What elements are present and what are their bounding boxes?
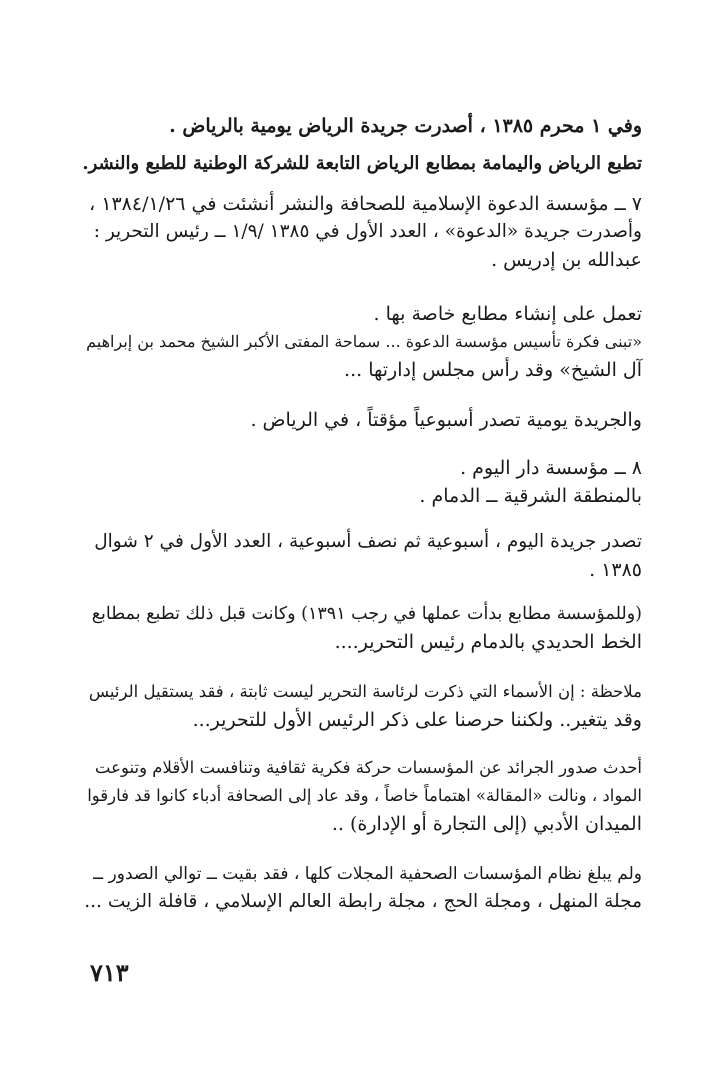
text-line: ١٣٨٥ . — [589, 559, 642, 581]
paragraph-alyoum-press — [82, 600, 642, 656]
text-line: ٧ ــ مؤسسة الدعوة الإسلامية للصحافة والنشر أنشئت في ١٣٨٤/١/٢٦ ، — [89, 193, 642, 215]
page-number: ٧١٣ — [90, 958, 129, 987]
text-line: والجريدة يومية تصدر أسبوعياً مؤقتاً ، في الرياض . — [250, 409, 642, 431]
paragraph-intellectual-movement — [82, 754, 642, 838]
text-line: الخط الحديدي بالدمام رئيس التحرير.... — [334, 631, 642, 653]
text-line: آل الشيخ» وقد رأس مجلس إدارتها ... — [344, 359, 642, 381]
text-line: تطبع الرياض واليمامة بمطابع الرياض التابعة للشركة الوطنية للطبع والنشر. — [82, 153, 642, 174]
paragraph-dawa-printing — [82, 300, 642, 384]
paragraph-alyoum-issue — [82, 528, 642, 584]
paragraph-dawa-weekly — [82, 406, 642, 434]
paragraph-dawa-foundation — [82, 190, 642, 274]
text-line: (وللمؤسسة مطابع بدأت عملها في رجب ١٣٩١) وكانت قبل ذلك تطبع بمطابع — [91, 604, 642, 624]
text-line: بالمنطقة الشرقية ــ الدمام . — [419, 485, 642, 507]
text-line: ملاحظة : إن الأسماء التي ذكرت لرئاسة التحرير ليست ثابتة ، فقد يستقيل الرئيس — [88, 682, 642, 701]
text-line: تعمل على إنشاء مطابع خاصة بها . — [373, 303, 642, 325]
text-line: ٨ ــ مؤسسة دار اليوم . — [460, 457, 642, 479]
text-line: الميدان الأدبي (إلى التجارة أو الإدارة) .. — [331, 813, 642, 835]
text-line: «تبنى فكرة تأسيس مؤسسة الدعوة ... سماحة المفتى الأكبر الشيخ محمد بن إبراهيم — [86, 332, 642, 351]
text-line: عبدالله بن إدريس . — [491, 249, 642, 271]
text-line: وفي ١ محرم ١٣٨٥ ، أصدرت جريدة الرياض يومية بالرياض . — [169, 115, 642, 137]
text-line: أحدث صدور الجرائد عن المؤسسات حركة فكرية ثقافية وتنافست الأقلام وتنوعت — [94, 758, 642, 777]
text-line: مجلة المنهل ، ومجلة الحج ، مجلة رابطة العالم الإسلامي ، قافلة الزيت ... — [84, 891, 642, 912]
paragraph-riyadh-printing — [82, 150, 642, 178]
text-line: تصدر جريدة اليوم ، أسبوعية ثم نصف أسبوعية ، العدد الأول في ٢ شوال — [94, 531, 642, 552]
paragraph-note — [82, 678, 642, 734]
paragraph-magazines — [82, 860, 642, 916]
text-line: المواد ، ونالت «المقالة» اهتماماً خاصاً ، وقد عاد إلى الصحافة أدباء كانوا قد فارقوا — [87, 786, 642, 805]
paragraph-dar-alyoum — [82, 454, 642, 510]
text-line: وأصدرت جريدة «الدعوة» ، العدد الأول في ١٣٨٥ /١/٩ ــ رئيس التحرير : — [93, 221, 642, 242]
text-line: وقد يتغير.. ولكننا حرصنا على ذكر الرئيس الأول للتحرير... — [192, 709, 642, 731]
paragraph-al-riyadh-issue — [82, 112, 642, 140]
text-line: ولم يبلغ نظام المؤسسات الصحفية المجلات كلها ، فقد بقيت ــ توالي الصدور ــ — [93, 864, 642, 884]
